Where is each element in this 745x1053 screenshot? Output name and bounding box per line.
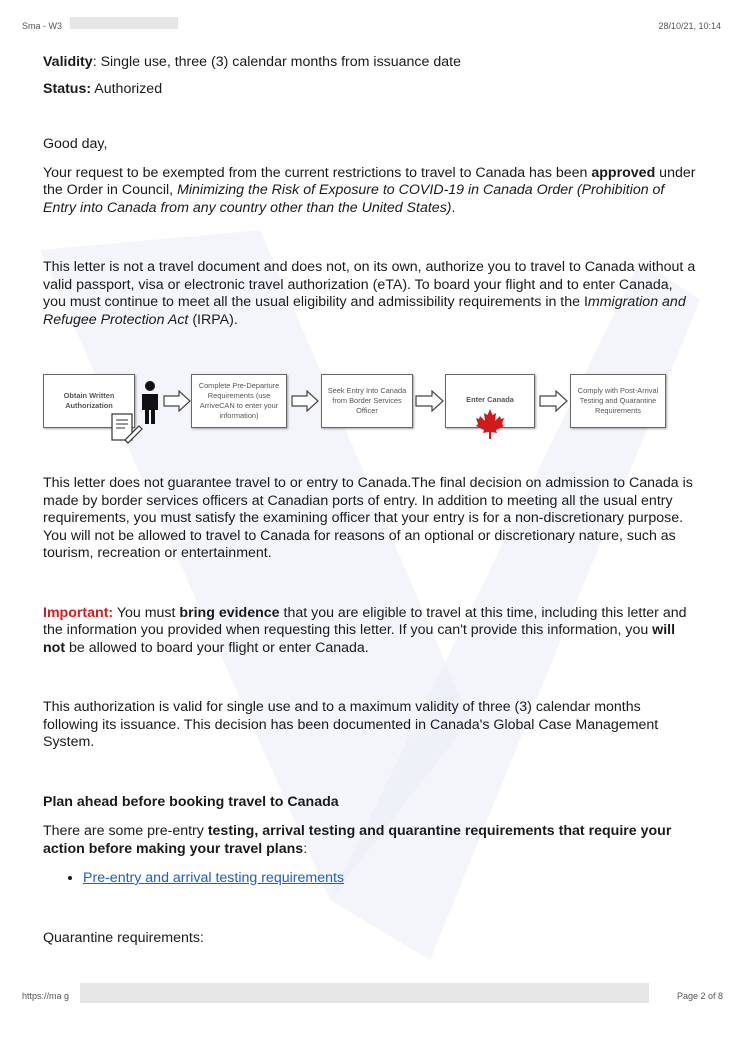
important-text-1: You must xyxy=(113,604,180,621)
important-paragraph xyxy=(43,605,699,658)
flow-step-3-label: Seek Entry Into Canada from Border Services Officer xyxy=(327,386,407,415)
requirements-text-1: There are some pre-entry xyxy=(43,823,208,839)
flow-step-seek-entry xyxy=(321,374,413,428)
greeting: Good day, xyxy=(43,136,108,152)
flow-arrow-icon xyxy=(539,390,569,412)
approval-text-3: . xyxy=(451,199,456,216)
will-not-text: will not xyxy=(43,622,676,656)
redacted-footer xyxy=(80,983,649,1003)
status-value: Authorized xyxy=(91,80,163,97)
travel-process-flowchart xyxy=(43,370,667,450)
validity-line xyxy=(43,54,699,72)
irpa-text-2: (IRPA). xyxy=(188,311,238,328)
traveler-person-icon xyxy=(139,380,161,424)
testing-requirements-link[interactable]: Pre-entry and arrival testing requirements xyxy=(83,870,345,886)
document-sign-icon xyxy=(107,410,143,446)
order-title: Minimizing the Risk of Exposure to COVID-19 in Canada Order (Prohibition of Entry into Canada from any country other than the United States) xyxy=(43,182,665,216)
footer-url: https://ma g xyxy=(22,991,70,1001)
approval-text-2: under the Order in Council, xyxy=(43,164,696,198)
plan-ahead-heading: Plan ahead before booking travel to Canada xyxy=(43,793,339,810)
page-number: Page 2 of 8 xyxy=(676,991,723,1001)
flow-step-4-label: Enter Canada xyxy=(466,395,514,404)
redacted-header xyxy=(70,17,178,29)
header-datetime: 28/10/21, 10:14 xyxy=(658,21,721,31)
important-text-2: that you are eligible to travel at this time, including this letter and the information you provided when requesting this letter. If you can't provide this information, you xyxy=(43,604,687,638)
approved-word: approved xyxy=(591,164,656,181)
approval-text-1: Your request to be exempted from the current restrictions to travel to Canada has been xyxy=(43,164,592,181)
validity-label: Validity xyxy=(43,54,93,70)
important-text-3: be allowed to board your flight or enter Canada. xyxy=(65,639,369,656)
status-line xyxy=(43,81,699,99)
flow-step-pre-departure xyxy=(191,374,287,428)
flow-step-1-label: Obtain Written Authorization xyxy=(63,391,115,410)
validity-paragraph: This authorization is valid for single use and to a maximum validity of three (3) calendar months following its issuance. This decision has been documented in Canada's Global Case Management System. xyxy=(43,699,659,750)
requirements-text-2: : xyxy=(303,840,308,857)
bring-evidence-text: bring evidence xyxy=(179,604,280,621)
maple-leaf-icon xyxy=(475,408,505,440)
requirements-paragraph xyxy=(43,823,699,858)
flow-arrow-icon xyxy=(291,390,319,412)
letter-body-continued xyxy=(43,475,699,947)
flow-arrow-icon xyxy=(163,390,191,412)
irpa-text-1: This letter is not a travel document and does not, on its own, authorize you to travel to Canada without a valid passport, visa or electronic travel authorization (eTA). To board your flight and to enter Canada, you must continue to meet all the usual eligibility and admissibility requirements in the I xyxy=(43,259,696,310)
approval-paragraph xyxy=(43,165,699,218)
no-guarantee-paragraph: This letter does not guarantee travel to or entry to Canada.The final decision on admission to Canada is made by border services officers at Canadian ports of entry. In addition to meeting all the usual entry requirements, you must satisfy the examining officer that your entry is for a non-discretionary purpose. You will not be allowed to travel to Canada for reasons of an optional or discretionary nature, such as tourism, recreation or entertainment. xyxy=(43,475,693,561)
irpa-act-name: mmigration and Refugee Protection Act xyxy=(43,294,686,328)
quarantine-requirements-label: Quarantine requirements: xyxy=(43,929,204,946)
requirements-bold-text: testing, arrival testing and quarantine requirements that require your action before making your travel plans xyxy=(43,823,672,857)
status-label: Status: xyxy=(43,80,92,97)
header-left-text: Sma - W3 xyxy=(22,21,63,31)
flow-step-2-label: Complete Pre-Departure Requirements (use ArriveCAN to enter your information) xyxy=(198,381,280,420)
requirements-list xyxy=(43,870,699,888)
not-travel-document-paragraph xyxy=(43,259,699,329)
flow-arrow-icon xyxy=(415,390,445,412)
list-item xyxy=(83,870,699,888)
flow-step-5-label: Comply with Post-Arrival Testing and Quarantine Requirements xyxy=(577,386,659,415)
flow-step-post-arrival xyxy=(570,374,666,428)
important-label: Important: xyxy=(43,604,114,621)
letter-body xyxy=(43,54,699,329)
validity-value: : Single use, three (3) calendar months from issuance date xyxy=(92,54,461,70)
